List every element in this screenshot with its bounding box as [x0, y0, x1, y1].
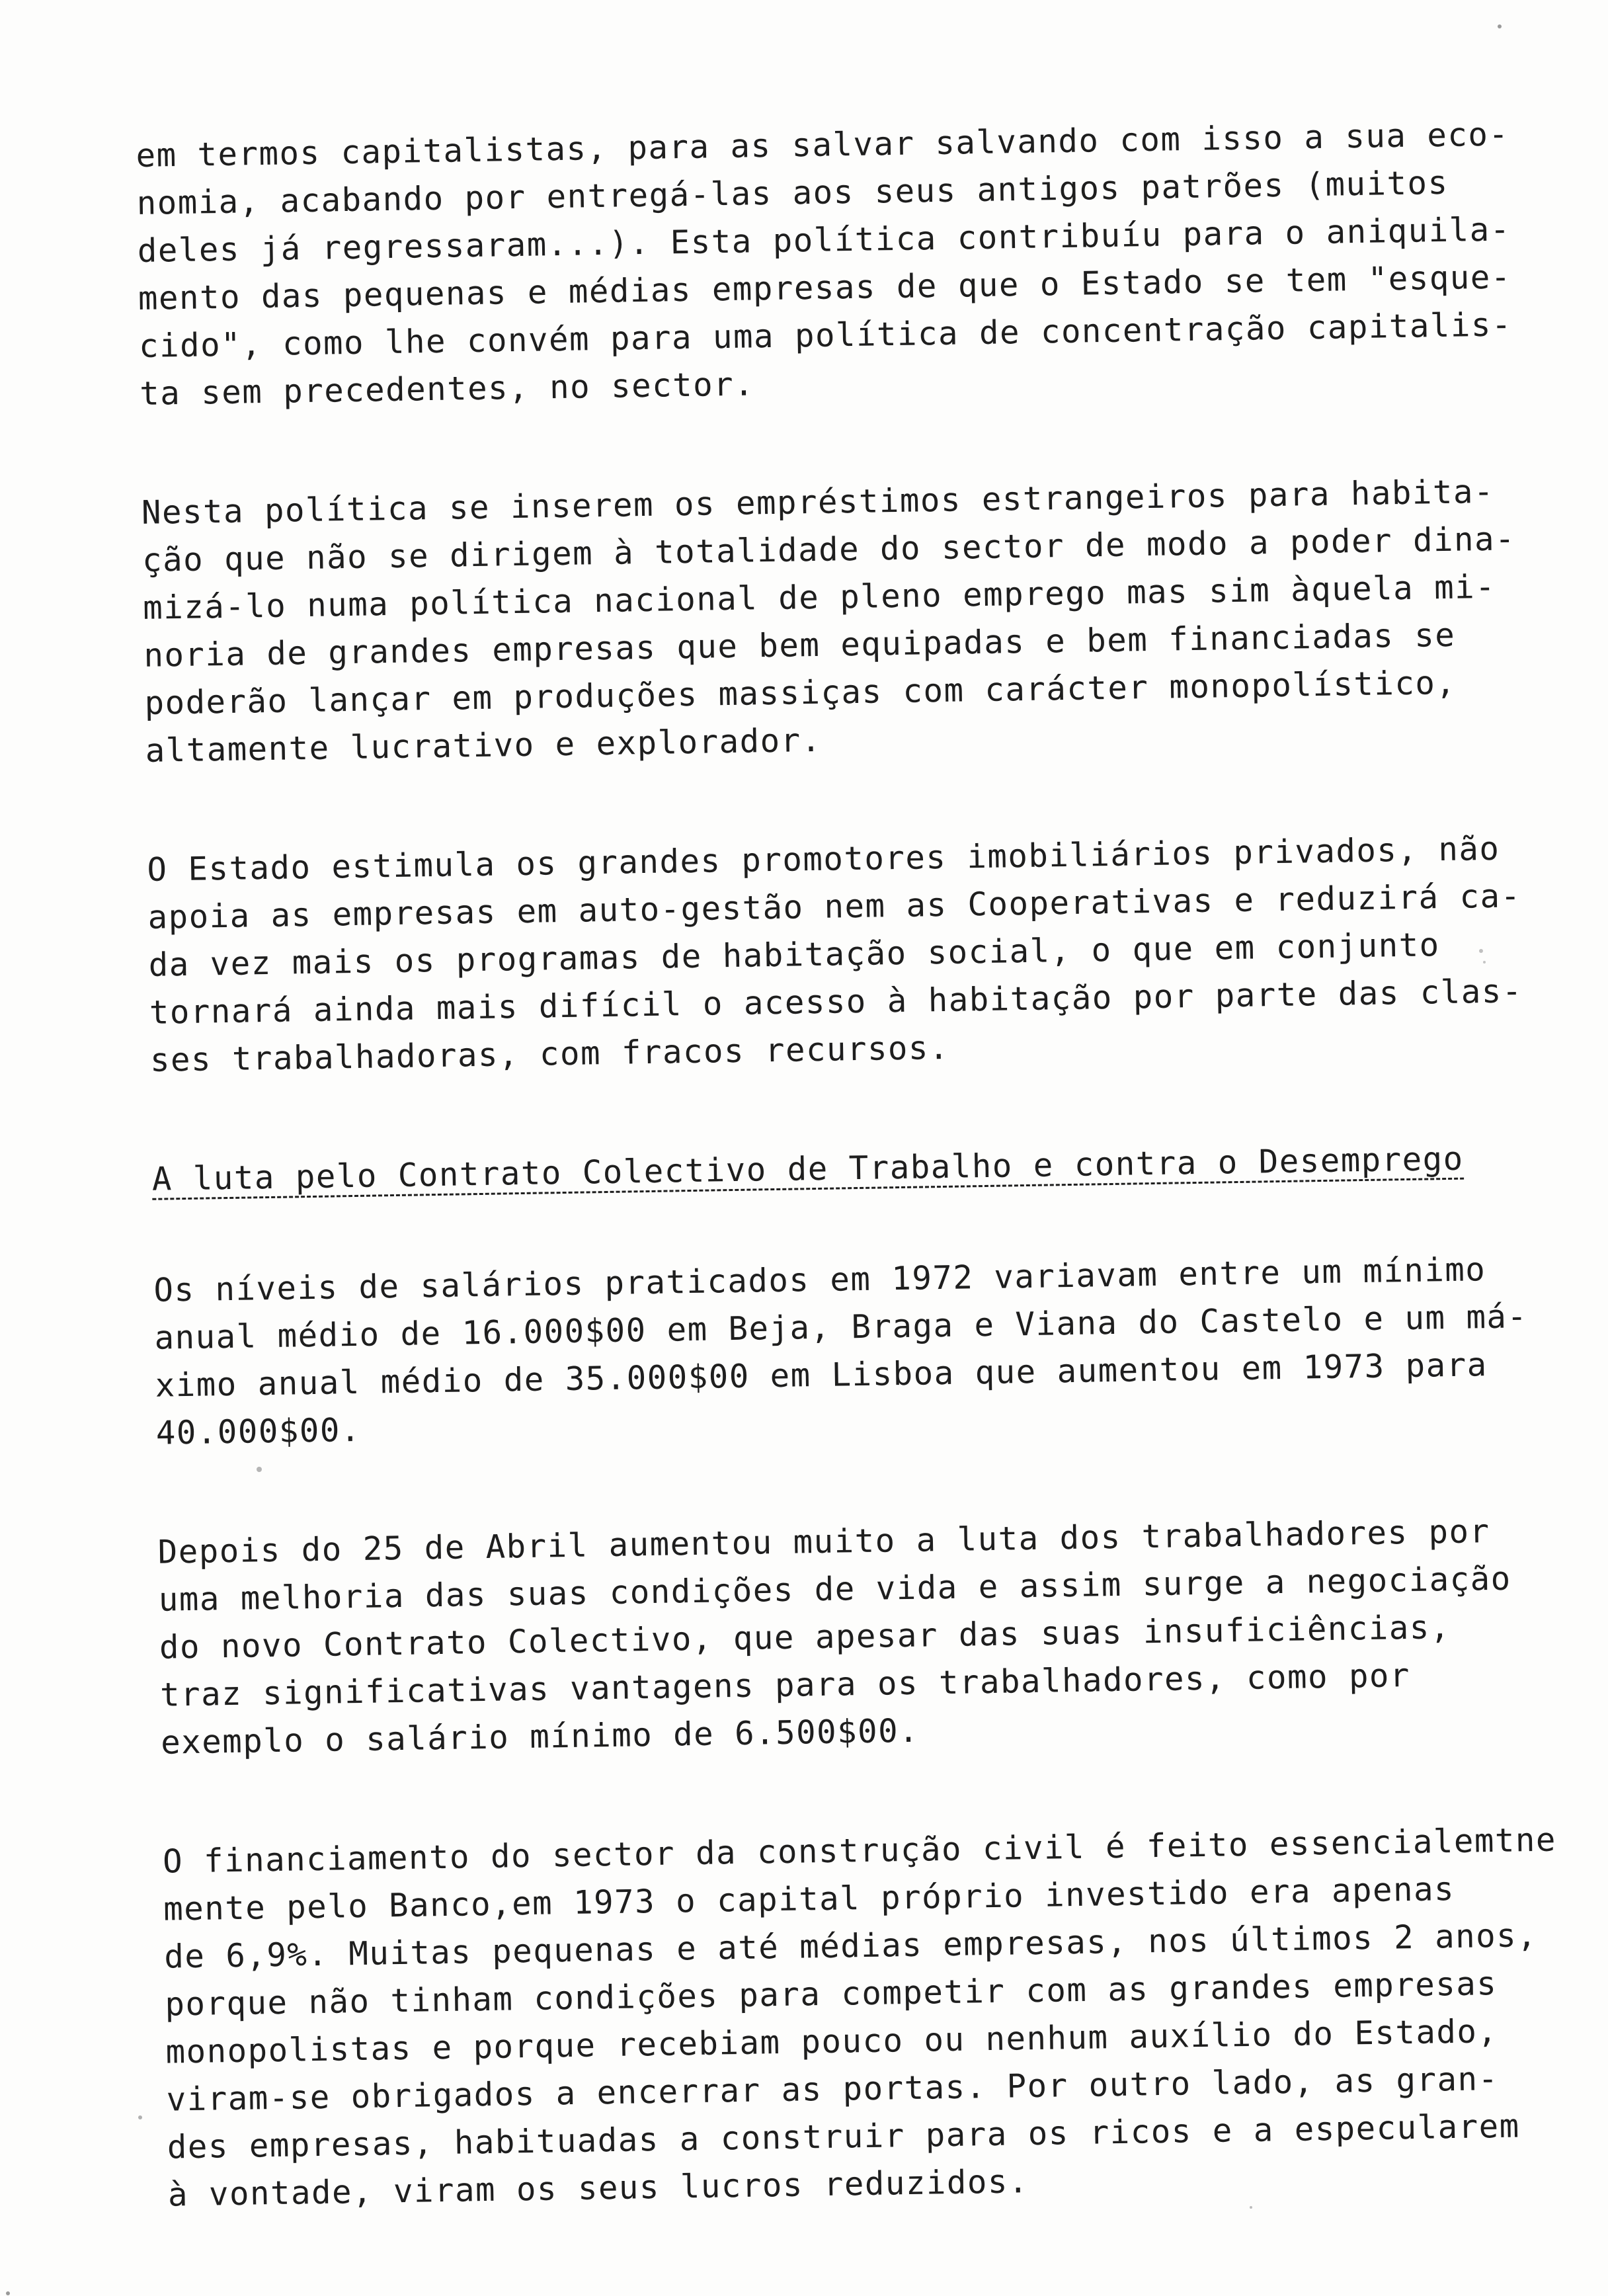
text-line: cido", como lhe convém para uma política de concentração capitalis- — [138, 306, 1513, 365]
typed-text-body — [136, 110, 1584, 2290]
text-line: ses trabalhadoras, com fracos recursos. — [149, 1028, 950, 1079]
text-line: uma melhoria das suas condições de vida e assim surge a negociação — [158, 1559, 1512, 1619]
text-line: da vez mais os programas de habitação social, o que em conjunto — [148, 926, 1441, 984]
text-line: O financiamento do sector da construção civil é feito essencialemtne — [162, 1821, 1557, 1881]
text-line: porque não tinham condições para competir com as grandes empresas — [165, 1965, 1498, 2024]
text-line: ximo anual médio de 35.000$00 em Lisboa que aumentou em 1973 para — [155, 1346, 1488, 1405]
text-line: Os níveis de salários praticados em 1972 variavam entre um mínimo — [153, 1250, 1486, 1309]
text-line: mizá-lo numa política nacional de pleno emprego mas sim àquela mi- — [142, 567, 1496, 627]
paragraph-salary-levels — [153, 1245, 1571, 1457]
text-line: mento das pequenas e médias empresas de que o Estado se tem "esque- — [138, 258, 1512, 317]
text-line: em termos capitalistas, para as salvar salvando com isso a sua eco- — [136, 115, 1509, 175]
text-line: do novo Contrato Colectivo, que apesar das suas insuficiências, — [159, 1608, 1451, 1666]
paragraph-state-policy — [147, 824, 1565, 1085]
text-line: deles já regressaram...). Esta política contribuíu para o aniquila- — [137, 210, 1511, 270]
text-line: monopolistas e porque recebiam pouco ou nenhum auxílio do Estado, — [165, 2012, 1498, 2071]
text-line: tornará ainda mais difícil o acesso à habitação por parte das clas- — [149, 972, 1523, 1032]
text-line: des empresas, habituadas a construir para os ricos e a especularem — [167, 2107, 1521, 2166]
text-line: traz significativas vantagens para os trabalhadores, como por — [159, 1657, 1411, 1714]
text-line: altamente lucrativo e explorador. — [145, 721, 823, 770]
text-line: de 6,9%. Muitas pequenas e até médias empresas, nos últimos 2 anos, — [163, 1916, 1538, 1976]
text-line: O Estado estimula os grandes promotores imobiliários privados, não — [147, 829, 1500, 889]
text-line: 40.000$00. — [155, 1411, 362, 1452]
text-line: mente pelo Banco,em 1973 o capital próprio investido era apenas — [163, 1869, 1455, 1928]
text-line: anual médio de 16.000$00 em Beja, Braga e Viana do Castelo e um má- — [154, 1297, 1528, 1357]
text-line: viram-se obrigados a encerrar as portas. Por outro lado, as gran- — [166, 2059, 1499, 2119]
paragraph-financing — [163, 1816, 1584, 2219]
text-line: nomia, acabando por entregá-las aos seus antigos patrões (muitos — [136, 163, 1449, 222]
text-line: poderão lançar em produções massiças com carácter monopolístico, — [144, 663, 1457, 722]
text-line: Depois do 25 de Abril aumentou muito a luta dos trabalhadores por — [157, 1512, 1490, 1571]
paragraph-collective-contract — [157, 1506, 1576, 1767]
text-line: exemplo o salário mínimo de 6.500$00. — [160, 1711, 920, 1762]
text-line: apoia as empresas em auto-gestão nem as Cooperativas e reduzirá ca- — [147, 877, 1521, 936]
paragraph-privatization — [136, 110, 1555, 418]
text-line: ta sem precedentes, no sector. — [139, 365, 755, 413]
paragraph-foreign-loans — [141, 467, 1560, 775]
section-heading — [151, 1133, 1567, 1204]
text-line: ção que não se dirigem à totalidade do sector de modo a poder dina- — [141, 520, 1516, 579]
text-line: Nesta política se inserem os empréstimos estrangeiros para habita- — [141, 472, 1495, 532]
text-line: noria de grandes empresas que bem equipadas e bem financiadas se — [143, 616, 1456, 675]
section-heading-text: A luta pelo Contrato Colectivo de Trabalho e contra o Desemprego — [151, 1139, 1465, 1198]
text-line: à vontade, viram os seus lucros reduzidos. — [167, 2162, 1029, 2214]
